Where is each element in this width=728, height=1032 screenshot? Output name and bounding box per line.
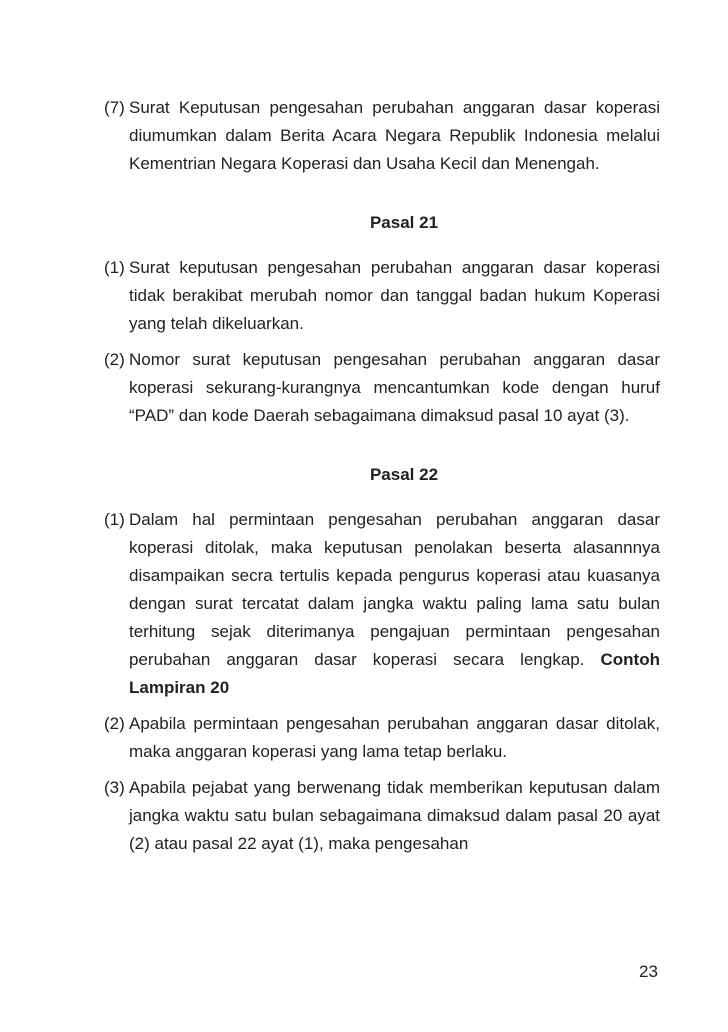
section-heading-pasal-22: Pasal 22	[369, 465, 439, 484]
document-page	[104, 94, 660, 858]
paragraph-pasal22-1	[104, 506, 660, 702]
paragraph-text: Surat Keputusan pengesahan perubahan anggaran dasar koperasi diumumkan dalam Berita Acara Negara Republik Indonesia melalui Kementrian Negara Koperasi dan Usaha Kecil dan Menengah.	[129, 98, 660, 173]
paragraph-number: (1)	[104, 258, 125, 277]
paragraph-text: Surat keputusan pengesahan perubahan anggaran dasar koperasi tidak berakibat merubah nomor dan tanggal badan hukum Koperasi yang telah dikeluarkan.	[129, 258, 660, 333]
paragraph-pasal22-2	[104, 710, 660, 766]
paragraph-text: Apabila pejabat yang berwenang tidak memberikan keputusan dalam jangka waktu satu bulan sebagaimana dimaksud dalam pasal 20 ayat (2) atau pasal 22 ayat (1), maka pengesahan	[129, 778, 660, 853]
paragraph-number: (1)	[104, 510, 125, 529]
attachment-reference: Contoh Lampiran 20	[129, 650, 660, 697]
page-number: 23	[639, 962, 658, 981]
paragraph-pasal21-2	[104, 346, 660, 430]
paragraph-pasal21-1	[104, 254, 660, 338]
paragraph-number: (2)	[104, 714, 125, 733]
paragraph-number: (7)	[104, 98, 125, 117]
section-heading-pasal-21: Pasal 21	[369, 213, 439, 232]
paragraph-text: Apabila permintaan pengesahan perubahan anggaran dasar ditolak, maka anggaran koperasi yang lama tetap berlaku.	[129, 714, 660, 761]
paragraph-number: (3)	[104, 778, 125, 797]
paragraph-text: Dalam hal permintaan pengesahan perubahan anggaran dasar koperasi ditolak, maka keputusan penolakan beserta alasannnya disampaikan secra tertulis kepada pengurus koperasi atau kuasanya dengan surat tercatat dalam jangka waktu paling lama satu bulan terhitung sejak diterimanya pengajuan permintaan pengesahan perubahan anggaran dasar koperasi secara lengkap.	[129, 510, 660, 669]
paragraph-text: Nomor surat keputusan pengesahan perubahan anggaran dasar koperasi sekurang-kurangnya mencantumkan kode dengan huruf “PAD” dan kode Daerah sebagaimana dimaksud pasal 10 ayat (3).	[129, 350, 660, 425]
paragraph-pasal22-3	[104, 774, 660, 858]
paragraph-number: (2)	[104, 350, 125, 369]
paragraph-pasal20-7	[104, 94, 660, 178]
